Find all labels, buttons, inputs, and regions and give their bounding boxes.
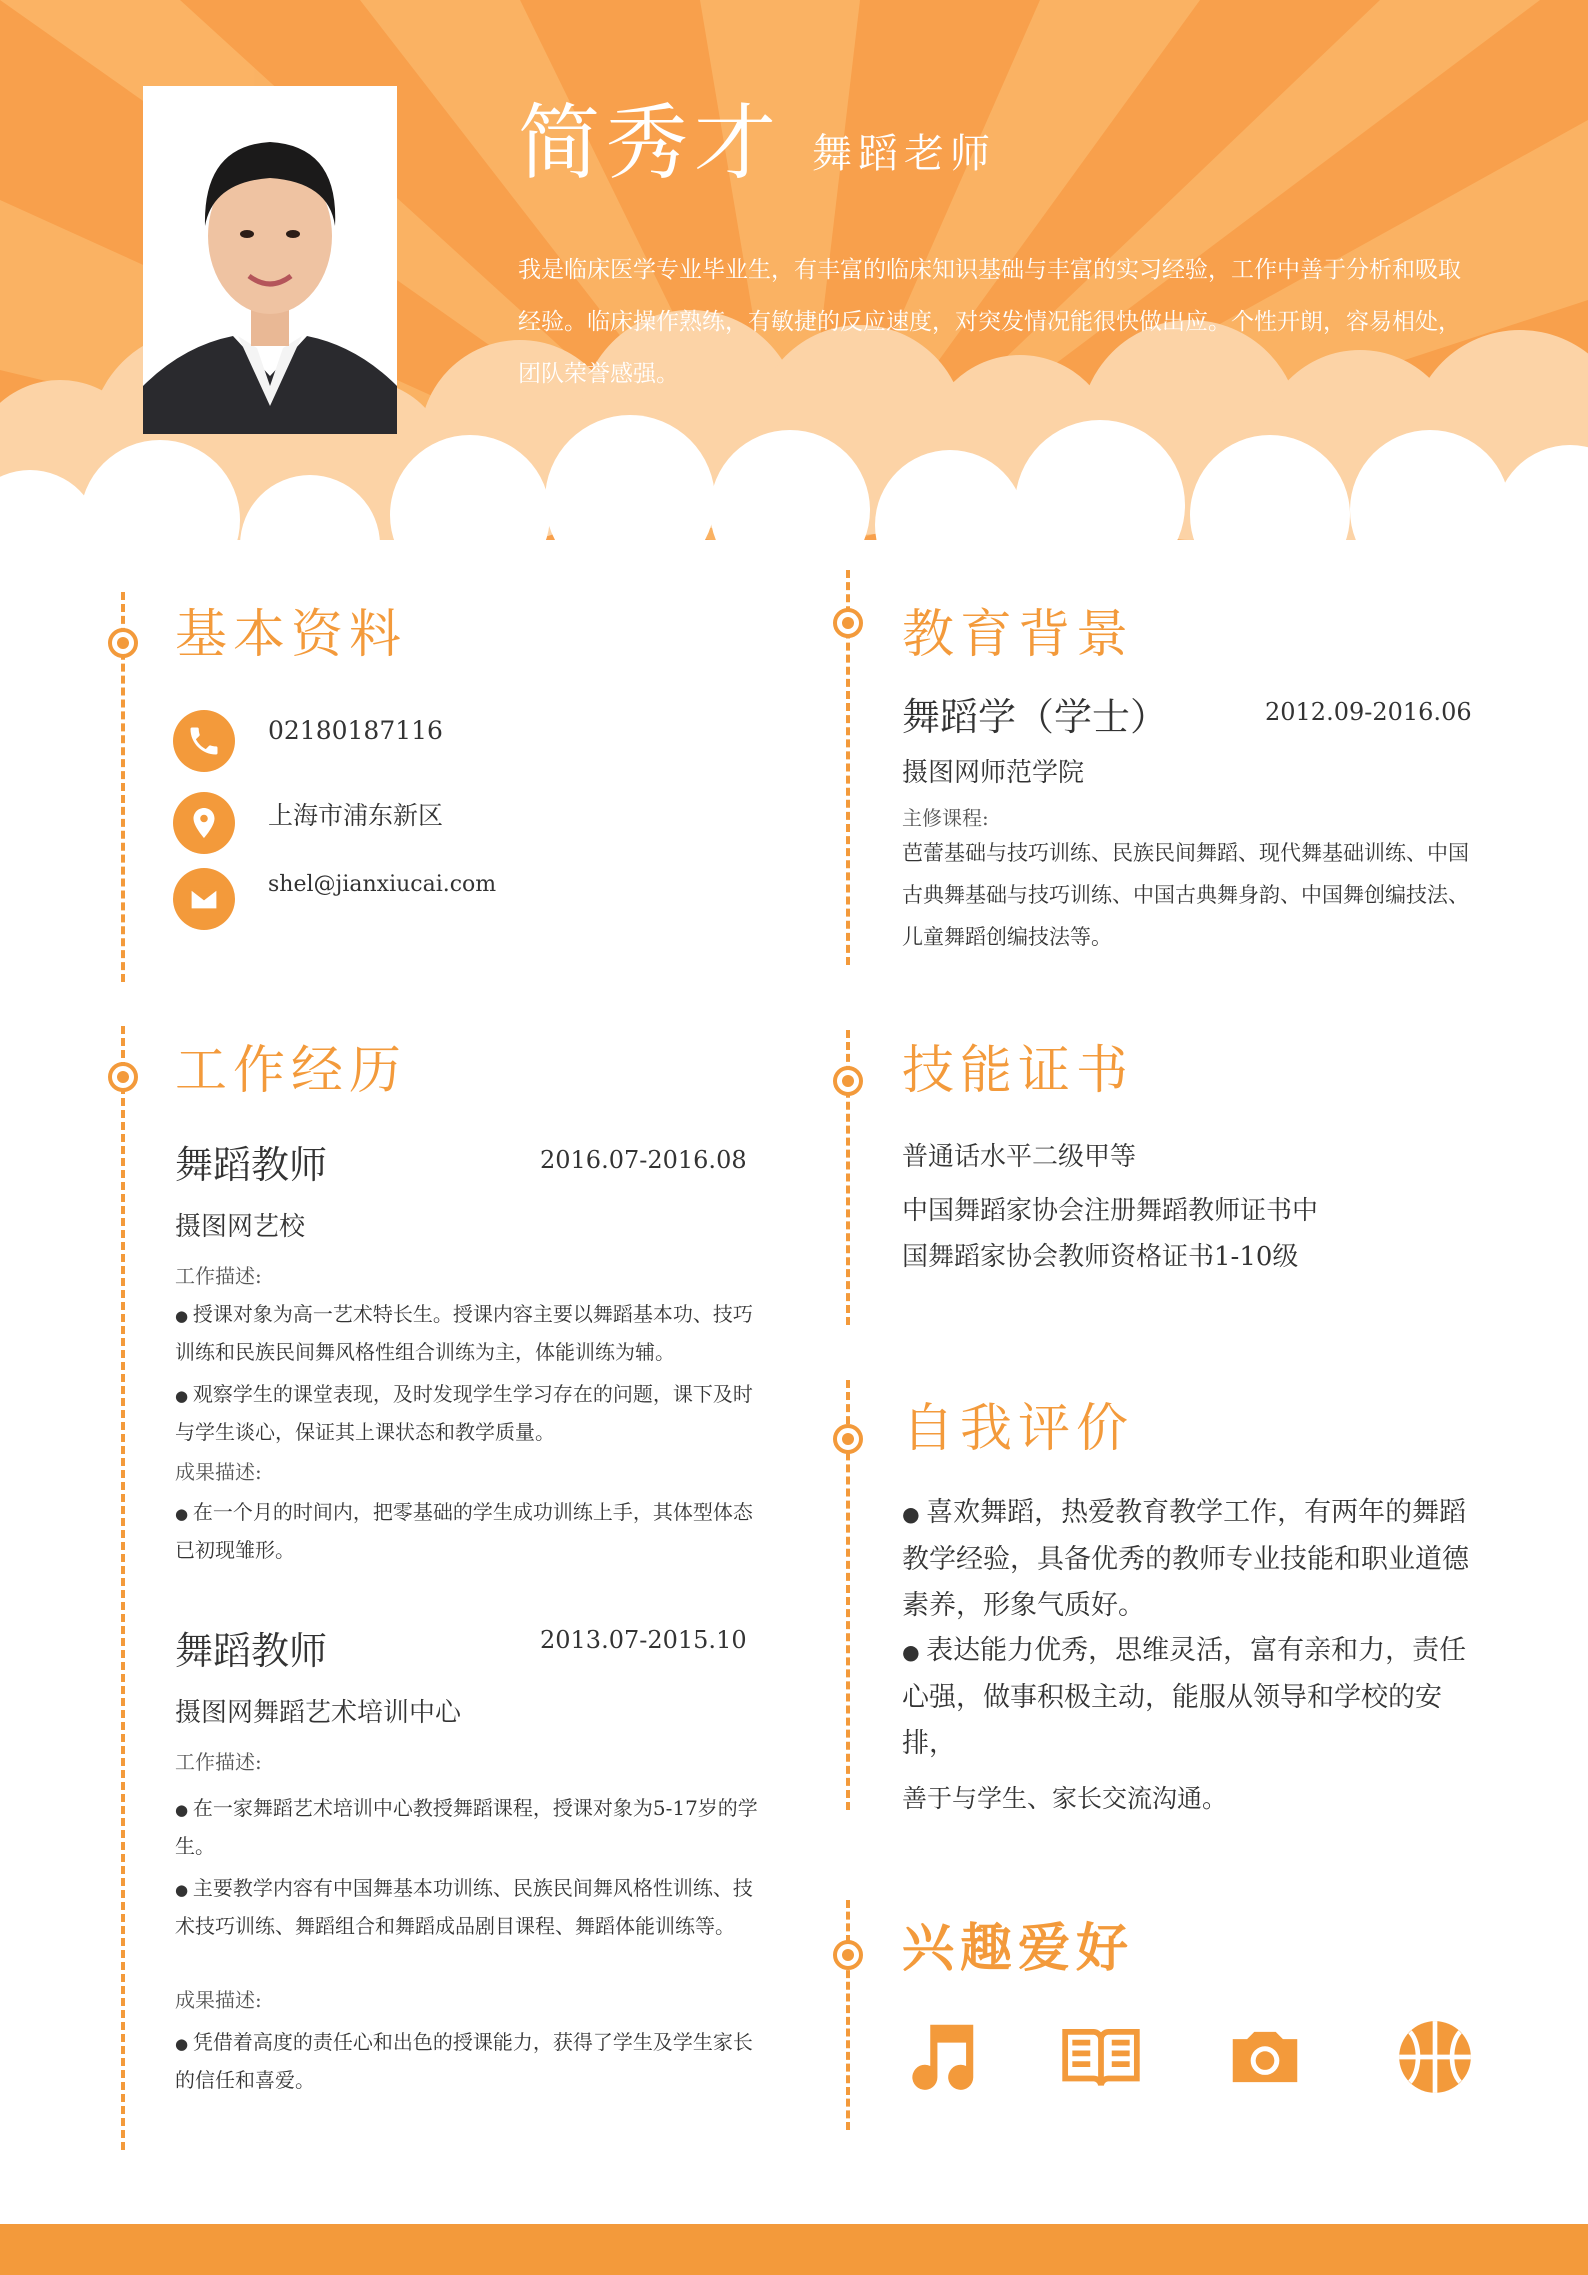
self-eval-item: ● 表达能力优秀，思维灵活，富有亲和力，责任心强，做事积极主动，能服从领导和学校的安排，: [902, 1628, 1482, 1767]
person-name: 简秀才: [518, 96, 783, 191]
timeline-dot: [108, 628, 138, 658]
job-company: 摄图网艺校: [175, 1212, 306, 1242]
section-title-hobbies: 兴趣爱好: [902, 1919, 1135, 1979]
timeline-dot: [108, 1062, 138, 1092]
job-position: 舞蹈教师: [175, 1629, 328, 1673]
timeline-dot: [833, 608, 863, 638]
phone-number: 02180187116: [268, 716, 443, 745]
basketball-icon: [1392, 2014, 1478, 2100]
location-pin-icon: [173, 792, 235, 854]
camera-icon: [1222, 2014, 1308, 2100]
timeline-dot: [833, 1940, 863, 1970]
job-desc-item: ● 授课对象为高一艺术特长生。授课内容主要以舞蹈基本功、技巧训练和民族民间舞风格性组合训练为主，体能训练为辅。: [175, 1296, 765, 1370]
section-title-work: 工作经历: [175, 1041, 408, 1101]
book-icon: [1058, 2014, 1144, 2100]
self-eval-item: ● 喜欢舞蹈，热爱教育教学工作，有两年的舞蹈教学经验，具备优秀的教师专业技能和职业道德素养，形象气质好。: [902, 1490, 1482, 1629]
job-desc-item: ● 在一家舞蹈艺术培训中心教授舞蹈课程，授课对象为5-17岁的学生。: [175, 1790, 765, 1864]
degree: 舞蹈学（学士）: [902, 695, 1169, 739]
job-result-label: 成果描述:: [175, 1988, 262, 2012]
courses-list: 芭蕾基础与技巧训练、民族民间舞蹈、现代舞基础训练、中国古典舞基础与技巧训练、中国古典舞身韵、中国舞创编技法、儿童舞蹈创编技法等。: [902, 841, 1469, 949]
section-title-skills: 技能证书: [902, 1041, 1135, 1101]
job-company: 摄图网舞蹈艺术培训中心: [175, 1698, 462, 1728]
header-banner: [0, 0, 1588, 560]
address: 上海市浦东新区: [268, 801, 444, 830]
certificate-item: 中国舞蹈家协会注册舞蹈教师证书中国舞蹈家协会教师资格证书1-10级: [902, 1196, 1319, 1272]
job-desc-item: ● 主要教学内容有中国舞基本功训练、民族民间舞风格性训练、技术技巧训练、舞蹈组合和舞蹈成品剧目课程、舞蹈体能训练等。: [175, 1870, 765, 1944]
timeline-dot: [833, 1066, 863, 1096]
timeline-line: [121, 1026, 125, 2150]
job-result-label: 成果描述:: [175, 1460, 262, 1484]
certificate-item: 普通话水平二级甲等: [902, 1142, 1137, 1172]
section-title-education: 教育背景: [902, 605, 1135, 665]
section-title-basic-info: 基本资料: [175, 605, 408, 665]
job-position: 舞蹈教师: [175, 1143, 328, 1187]
school-name: 摄图网师范学院: [902, 758, 1085, 788]
education-date: 2012.09-2016.06: [1265, 698, 1472, 726]
footer-bar: [0, 2224, 1588, 2275]
courses-label: 主修课程:: [902, 806, 989, 830]
job-date: 2016.07-2016.08: [540, 1146, 747, 1174]
job-desc-label: 工作描述:: [175, 1264, 262, 1288]
email-address: shel@jianxiucai.com: [268, 872, 497, 897]
job-result-item: ● 在一个月的时间内，把零基础的学生成功训练上手，其体型体态已初现雏形。: [175, 1494, 765, 1568]
timeline-line: [846, 1900, 850, 2130]
job-desc-item: ● 观察学生的课堂表现，及时发现学生学习存在的问题，课下及时与学生谈心，保证其上课状态和教学质量。: [175, 1376, 765, 1450]
job-desc-label: 工作描述:: [175, 1750, 262, 1774]
job-title: 舞蹈老师: [812, 131, 996, 177]
music-note-icon: [898, 2014, 984, 2100]
phone-icon: [173, 710, 235, 772]
mail-icon: [173, 868, 235, 930]
profile-photo: [143, 86, 397, 434]
intro-text: 我是临床医学专业毕业生，有丰富的临床知识基础与丰富的实习经验，工作中善于分析和吸取经验。临床操作熟练，有敏捷的反应速度，对突发情况能很快做出应。个性开朗，容易相处，团队荣誉感强。: [518, 257, 1461, 387]
section-title-self-eval: 自我评价: [902, 1399, 1135, 1459]
job-result-item: ● 凭借着高度的责任心和出色的授课能力，获得了学生及学生家长的信任和喜爱。: [175, 2024, 765, 2098]
timeline-dot: [833, 1424, 863, 1454]
job-date: 2013.07-2015.10: [540, 1626, 747, 1654]
self-eval-extra: 善于与学生、家长交流沟通。: [902, 1784, 1228, 1813]
